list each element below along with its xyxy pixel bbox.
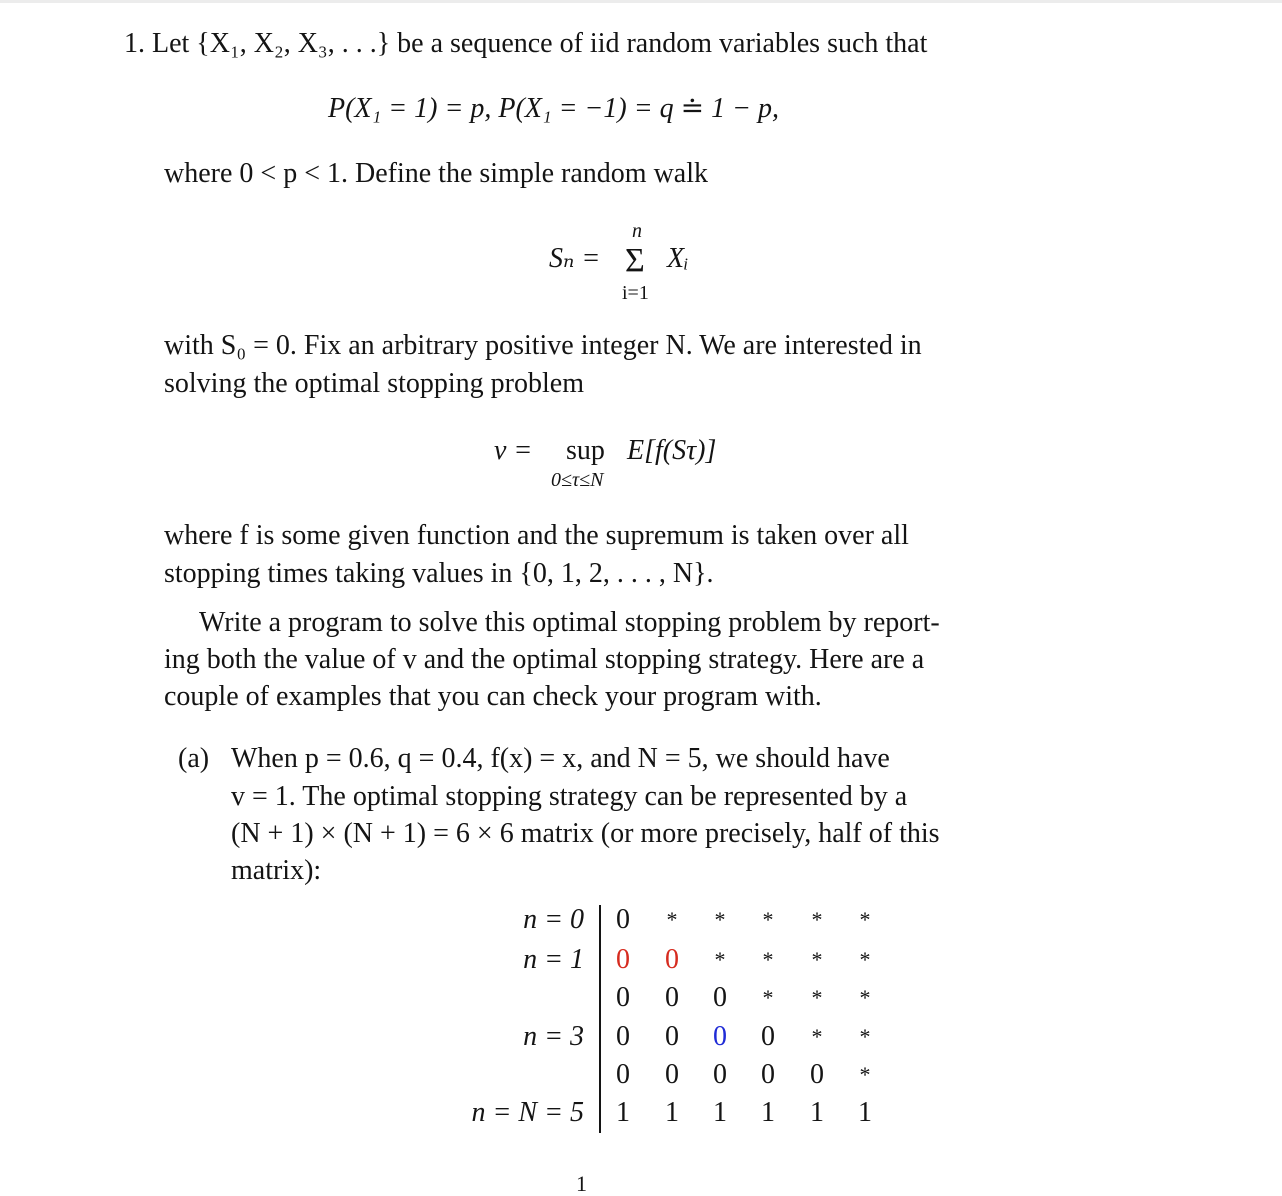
matrix-cell: 1 — [665, 1097, 679, 1128]
walk-sum-bottom: i=1 — [622, 282, 649, 304]
problem-intro-line — [124, 27, 927, 61]
matrix-cell: 0 — [616, 904, 630, 935]
matrix-row-label: n = N = 5 — [471, 1097, 584, 1128]
matrix-cell: * — [811, 985, 823, 1010]
matrix-separator — [599, 905, 601, 1133]
matrix-cell: * — [859, 947, 871, 972]
matrix-cell: * — [811, 1024, 823, 1049]
sup-lhs: v = — [494, 435, 533, 466]
sup-rhs: E[f(Sτ)] — [627, 435, 717, 466]
para3-line1: Write a program to solve this optimal stopping problem by report- — [199, 607, 940, 638]
condition-text: where 0 < p < 1. Define the simple random walk — [164, 158, 708, 189]
matrix-row-label: n = 3 — [523, 1021, 584, 1052]
matrix-cell: 0 — [665, 1021, 679, 1052]
problem-number: 1. — [124, 28, 145, 59]
matrix-cell: 1 — [713, 1097, 727, 1128]
matrix-cell: * — [859, 985, 871, 1010]
part-a-line2: v = 1. The optimal stopping strategy can be represented by a — [231, 781, 908, 812]
para3-line3: couple of examples that you can check your program with. — [164, 681, 822, 712]
matrix-cell: * — [811, 907, 823, 932]
part-a-label: (a) — [178, 743, 210, 774]
matrix-cell: * — [762, 907, 774, 932]
para1-line1: with S₀ = 0. Fix an arbitrary positive integer N. We are interested in — [164, 330, 922, 361]
walk-sum-symbol: Σ — [625, 242, 645, 279]
distribution-equation: P(X₁ = 1) = p, P(X₁ = −1) = q ≐ 1 − p, — [328, 93, 780, 124]
matrix-cell: * — [859, 907, 871, 932]
matrix-cell: * — [666, 907, 678, 932]
matrix-cell: * — [859, 1024, 871, 1049]
matrix-cell: 0 — [810, 1059, 824, 1090]
walk-lhs: Sₙ = — [549, 243, 601, 274]
part-a-line1: When p = 0.6, q = 0.4, f(x) = x, and N = 5, we should have — [231, 743, 890, 774]
sup-range: 0≤τ≤N — [551, 469, 604, 491]
matrix-cell: 0 — [761, 1021, 775, 1052]
matrix-cell: 0 — [761, 1059, 775, 1090]
matrix-row-label: n = 0 — [523, 904, 584, 935]
walk-sum-top: n — [632, 220, 642, 242]
problem-intro: Let {X₁, X₂, X₃, . . .} be a sequence of iid random variables such that — [152, 28, 928, 59]
matrix-cell: * — [762, 985, 774, 1010]
para3-line2: ing both the value of v and the optimal stopping strategy. Here are a — [164, 644, 925, 675]
matrix-cell: 0 — [713, 1021, 727, 1052]
matrix-cell: 1 — [858, 1097, 872, 1128]
part-a-line3: (N + 1) × (N + 1) = 6 × 6 matrix (or more precisely, half of this — [231, 818, 940, 849]
sup-operator: sup — [566, 435, 605, 466]
para2-line2: stopping times taking values in {0, 1, 2, . . . , N}. — [164, 558, 714, 589]
matrix-cell: 0 — [616, 1021, 630, 1052]
matrix-cell: 0 — [616, 1059, 630, 1090]
matrix-cell: * — [714, 907, 726, 932]
matrix-cell: 1 — [761, 1097, 775, 1128]
matrix-cell: 1 — [616, 1097, 630, 1128]
matrix-cell: 1 — [810, 1097, 824, 1128]
matrix-cell: * — [811, 947, 823, 972]
matrix-cell: * — [762, 947, 774, 972]
part-a-line4: matrix): — [231, 855, 322, 886]
matrix-cell: 0 — [665, 1059, 679, 1090]
page-number: 1 — [576, 1171, 587, 1196]
matrix-cell: 0 — [616, 944, 630, 975]
matrix-cell: 0 — [616, 982, 630, 1013]
matrix-cell: 0 — [665, 944, 679, 975]
matrix-cell: * — [714, 947, 726, 972]
para2-line1: where f is some given function and the supremum is taken over all — [164, 520, 909, 551]
page-top-rule — [0, 0, 1282, 3]
matrix-cell: 0 — [665, 982, 679, 1013]
para1-line2: solving the optimal stopping problem — [164, 368, 584, 399]
matrix-cell: 0 — [713, 1059, 727, 1090]
walk-sum-term: Xᵢ — [667, 243, 689, 274]
matrix-cell: 0 — [713, 982, 727, 1013]
matrix-row-label: n = 1 — [523, 944, 584, 975]
matrix-cell: * — [859, 1062, 871, 1087]
